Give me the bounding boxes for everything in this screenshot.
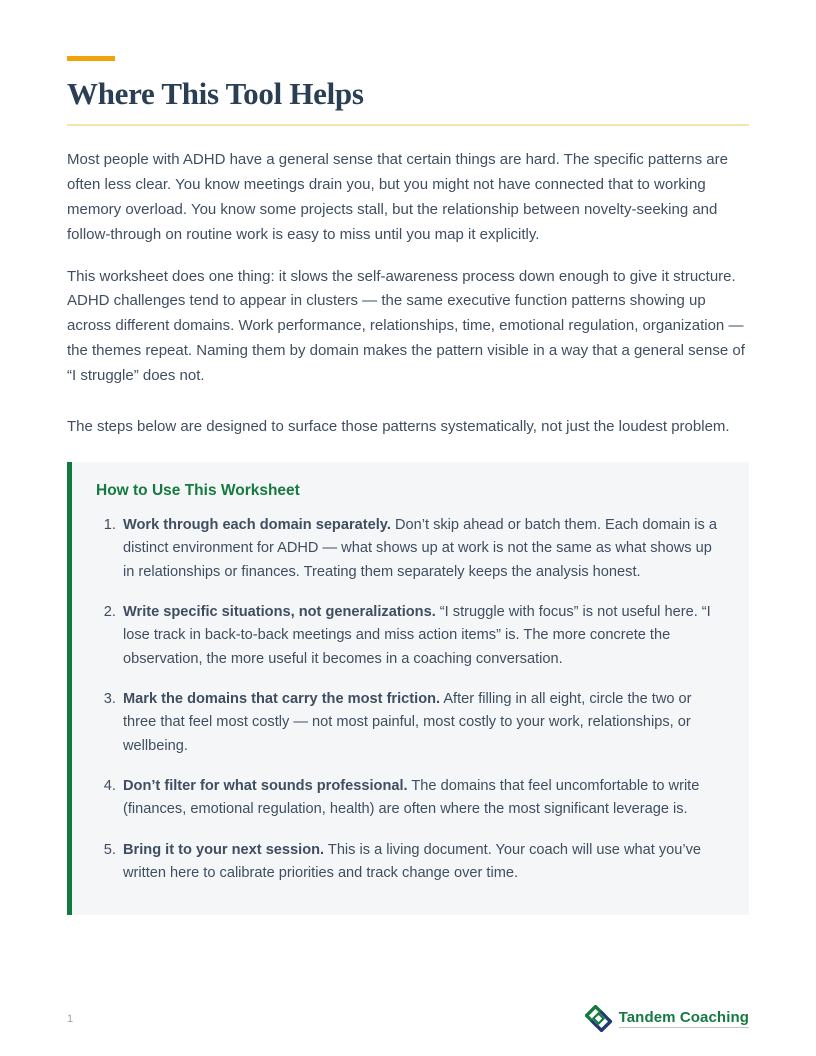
list-item xyxy=(120,839,725,886)
list-item-lead: Mark the domains that carry the most friction. xyxy=(123,690,441,707)
list-item-lead: Bring it to your next session. xyxy=(123,841,325,858)
list-item xyxy=(120,601,725,671)
list-item-text: Don’t skip ahead or batch them. Each domain is a distinct environment for ADHD — what shows up at work is not the same as what shows up in relationships or finances. Treating them separately keeps the analysis honest. xyxy=(123,516,717,580)
callout-heading: How to Use This Worksheet xyxy=(96,481,300,499)
intro-copy xyxy=(67,148,749,440)
paragraph: The steps below are designed to surface those patterns systematically, not just the loudest problem. xyxy=(67,418,730,436)
list-item-lead: Work through each domain separately. xyxy=(123,516,391,533)
paragraph: This worksheet does one thing: it slows the self-awareness process down enough to give it structure. ADHD challenges tend to appear in clusters — the same executive function patterns showing up across different domains. Work performance, relationships, time, emotional regulation, organization — the themes repeat. Naming them by domain makes the pattern visible in a way that a general sense of “I struggle” does not. xyxy=(67,267,745,385)
how-to-use-callout xyxy=(67,462,749,915)
paragraph: Most people with ADHD have a general sense that certain things are hard. The specific patterns are often less clear. You know meetings drain you, but you might not have connected that to working memory overload. You know some projects stall, but the relationship between novelty-seeking and follow-through on routine work is easy to miss until you map it explicitly. xyxy=(67,151,728,243)
list-item-text: “I struggle with focus” is not useful here. “I lose track in back-to-back meetings and miss action items” is. The more concrete the observation, the more useful it becomes in a coaching conversation. xyxy=(123,603,711,667)
list-item-lead: Don’t filter for what sounds professional. xyxy=(123,778,408,794)
page-number: 1 xyxy=(67,1012,74,1025)
logo-text: Tandem Coaching xyxy=(618,1009,749,1026)
list-item-text: This is a living document. Your coach will use what you’ve written here to calibrate priorities and track change over time. xyxy=(123,841,702,882)
list-item-text: After filling in all eight, circle the two or three that feel most costly — not most painful, most costly to your work, relationships, or wellbeing. xyxy=(123,690,692,754)
list-item xyxy=(120,688,725,758)
list-item xyxy=(120,514,725,584)
accent-bar xyxy=(67,56,115,61)
list-item xyxy=(120,775,725,822)
tandem-diamond-icon xyxy=(585,1005,612,1032)
list-item-text: The domains that feel uncomfortable to write (finances, emotional regulation, health) are often where the most significant leverage is. xyxy=(123,778,700,818)
page-footer xyxy=(67,1005,749,1032)
list-item-lead: Write specific situations, not generalizations. xyxy=(123,603,436,620)
instructions-list xyxy=(96,514,725,885)
page-title: Where This Tool Helps xyxy=(67,76,749,126)
tandem-coaching-logo[interactable] xyxy=(585,1005,749,1032)
